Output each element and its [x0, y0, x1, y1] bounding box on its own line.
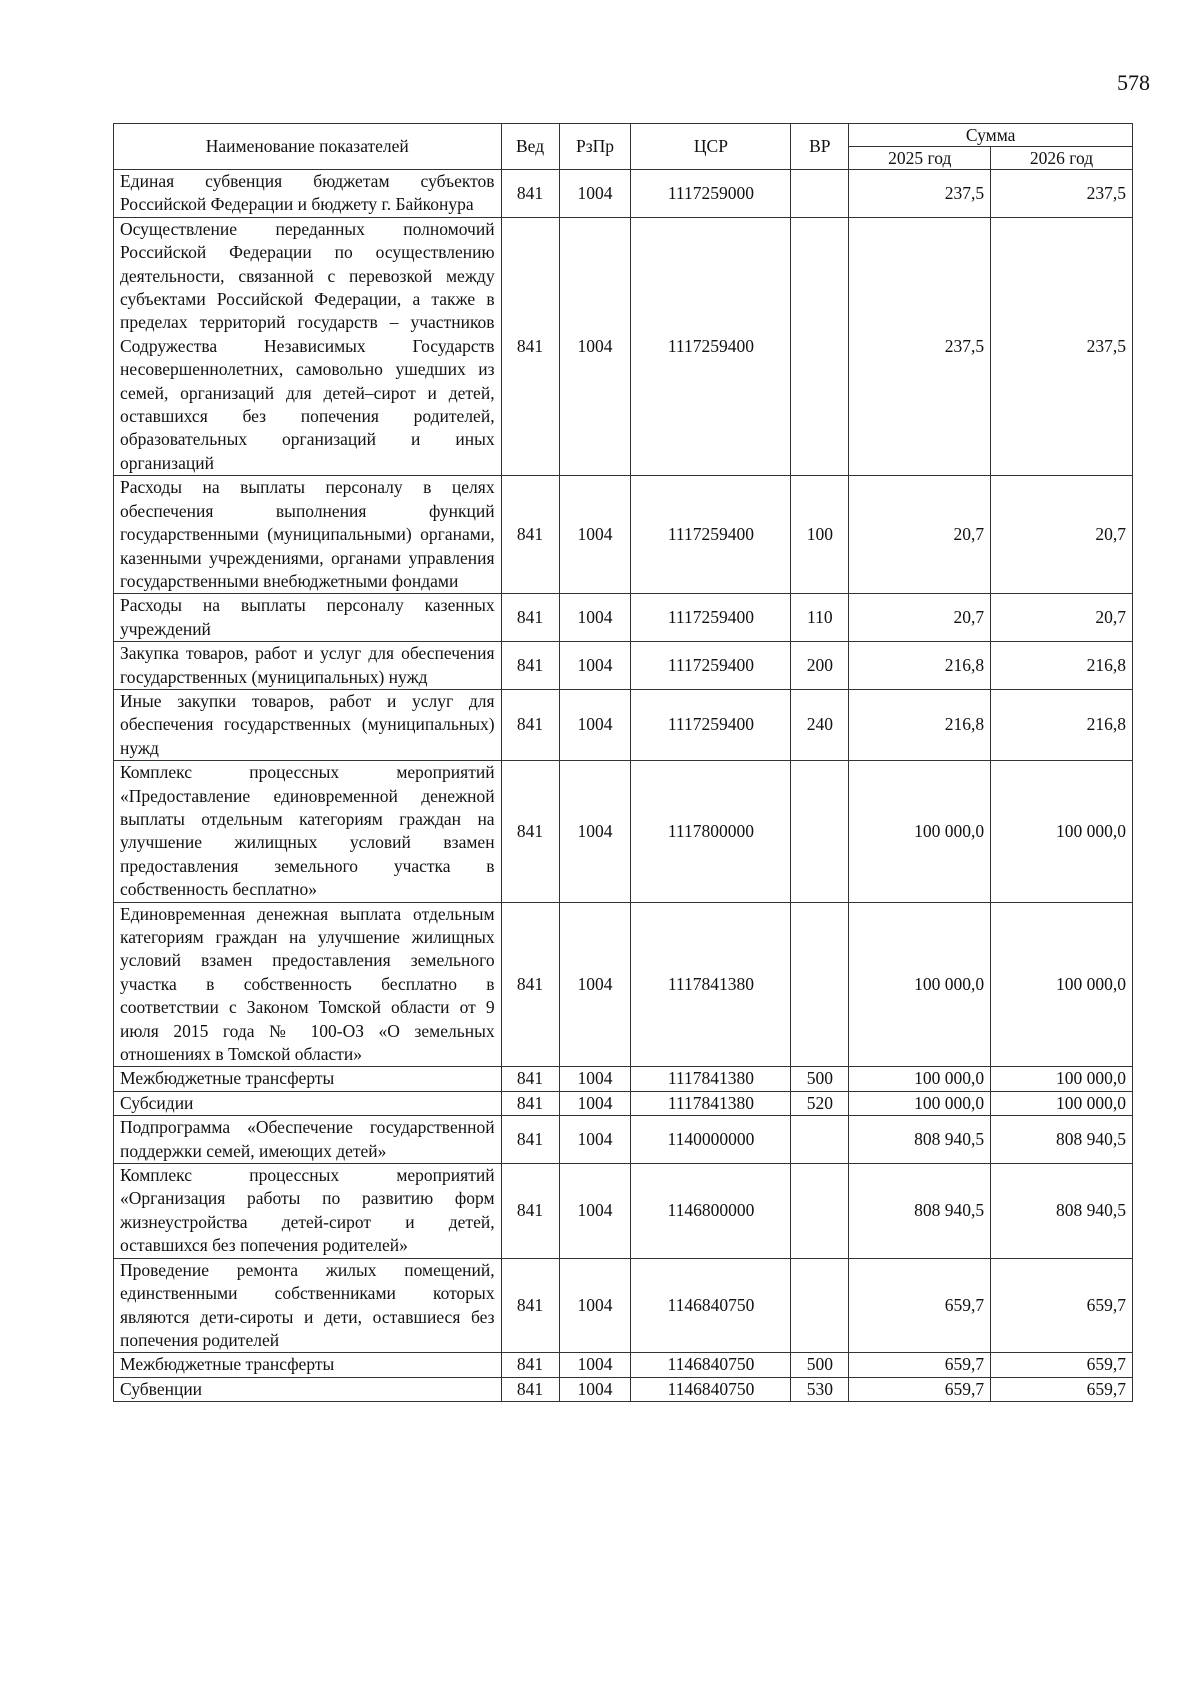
cell-ved: 841 [501, 642, 559, 690]
cell-name: Единая субвенция бюджетам субъектов Российской Федерации и бюджету г. Байконура [114, 170, 502, 218]
cell-ved: 841 [501, 1091, 559, 1115]
cell-rzpr: 1004 [559, 1353, 631, 1377]
cell-vr [791, 902, 849, 1067]
cell-ved: 841 [501, 1353, 559, 1377]
cell-2026: 659,7 [991, 1258, 1133, 1353]
cell-ved: 841 [501, 689, 559, 760]
cell-name: Субсидии [114, 1091, 502, 1115]
cell-csr: 1117800000 [631, 761, 791, 902]
cell-rzpr: 1004 [559, 1258, 631, 1353]
cell-csr: 1117259400 [631, 594, 791, 642]
cell-2025: 100 000,0 [849, 1091, 991, 1115]
table-row [114, 1377, 1133, 1401]
cell-name: Комплекс процессных мероприятий «Предоставление единовременной денежной выплаты отдельным категориям граждан на улучшение жилищных условий взамен предоставления земельного участка в собственность бесплатно» [114, 761, 502, 902]
header-sum: Сумма [849, 124, 1133, 147]
cell-csr: 1140000000 [631, 1116, 791, 1164]
cell-ved: 841 [501, 902, 559, 1067]
cell-rzpr: 1004 [559, 170, 631, 218]
cell-vr [791, 761, 849, 902]
table-row [114, 1353, 1133, 1377]
table-row [114, 1067, 1133, 1091]
cell-2026: 237,5 [991, 170, 1133, 218]
cell-ved: 841 [501, 761, 559, 902]
cell-2026: 216,8 [991, 642, 1133, 690]
cell-ved: 841 [501, 476, 559, 594]
cell-rzpr: 1004 [559, 1116, 631, 1164]
cell-2025: 237,5 [849, 217, 991, 475]
table-row [114, 642, 1133, 690]
cell-name: Закупка товаров, работ и услуг для обеспечения государственных (муниципальных) нужд [114, 642, 502, 690]
header-csr: ЦСР [631, 124, 791, 170]
cell-2025: 659,7 [849, 1258, 991, 1353]
cell-csr: 1117259400 [631, 476, 791, 594]
cell-rzpr: 1004 [559, 1164, 631, 1259]
cell-csr: 1117841380 [631, 1091, 791, 1115]
cell-vr [791, 170, 849, 218]
page-number: 578 [1117, 70, 1150, 95]
cell-csr: 1117259400 [631, 689, 791, 760]
table-row [114, 761, 1133, 902]
cell-vr [791, 217, 849, 475]
table-row [114, 1164, 1133, 1259]
cell-ved: 841 [501, 1067, 559, 1091]
table-row [114, 1091, 1133, 1115]
cell-rzpr: 1004 [559, 642, 631, 690]
cell-2025: 808 940,5 [849, 1116, 991, 1164]
cell-rzpr: 1004 [559, 1067, 631, 1091]
cell-ved: 841 [501, 594, 559, 642]
cell-csr: 1117841380 [631, 902, 791, 1067]
cell-name: Подпрограмма «Обеспечение государственной поддержки семей, имеющих детей» [114, 1116, 502, 1164]
budget-table [113, 123, 1133, 1402]
cell-2026: 808 940,5 [991, 1116, 1133, 1164]
cell-vr: 110 [791, 594, 849, 642]
cell-vr: 240 [791, 689, 849, 760]
cell-name: Расходы на выплаты персоналу казенных учреждений [114, 594, 502, 642]
cell-csr: 1146840750 [631, 1353, 791, 1377]
cell-rzpr: 1004 [559, 761, 631, 902]
header-ved: Вед [501, 124, 559, 170]
cell-ved: 841 [501, 1164, 559, 1259]
cell-2025: 100 000,0 [849, 761, 991, 902]
cell-2025: 216,8 [849, 689, 991, 760]
cell-csr: 1146840750 [631, 1377, 791, 1401]
header-rzpr: РзПр [559, 124, 631, 170]
cell-name: Межбюджетные трансферты [114, 1067, 502, 1091]
cell-2026: 20,7 [991, 476, 1133, 594]
cell-vr [791, 1258, 849, 1353]
cell-csr: 1117841380 [631, 1067, 791, 1091]
cell-2026: 20,7 [991, 594, 1133, 642]
cell-name: Комплекс процессных мероприятий «Организация работы по развитию форм жизнеустройства детей-сирот и детей, оставшихся без попечения родителей» [114, 1164, 502, 1259]
cell-vr: 100 [791, 476, 849, 594]
cell-2026: 100 000,0 [991, 761, 1133, 902]
cell-2026: 659,7 [991, 1353, 1133, 1377]
header-name: Наименование показателей [114, 124, 502, 170]
table-row [114, 476, 1133, 594]
cell-ved: 841 [501, 1116, 559, 1164]
cell-2026: 237,5 [991, 217, 1133, 475]
table-row [114, 217, 1133, 475]
cell-2025: 20,7 [849, 476, 991, 594]
table-row [114, 689, 1133, 760]
cell-rzpr: 1004 [559, 689, 631, 760]
cell-vr: 530 [791, 1377, 849, 1401]
cell-vr [791, 1164, 849, 1259]
cell-vr [791, 1116, 849, 1164]
cell-vr: 520 [791, 1091, 849, 1115]
cell-2025: 216,8 [849, 642, 991, 690]
cell-2025: 237,5 [849, 170, 991, 218]
cell-csr: 1117259000 [631, 170, 791, 218]
cell-ved: 841 [501, 217, 559, 475]
cell-2025: 100 000,0 [849, 1067, 991, 1091]
cell-ved: 841 [501, 1258, 559, 1353]
cell-2025: 100 000,0 [849, 902, 991, 1067]
cell-vr: 500 [791, 1353, 849, 1377]
cell-csr: 1117259400 [631, 642, 791, 690]
cell-rzpr: 1004 [559, 1377, 631, 1401]
cell-csr: 1117259400 [631, 217, 791, 475]
table-row [114, 594, 1133, 642]
cell-rzpr: 1004 [559, 594, 631, 642]
table-row [114, 902, 1133, 1067]
cell-name: Субвенции [114, 1377, 502, 1401]
header-vr: ВР [791, 124, 849, 170]
table-row [114, 170, 1133, 218]
cell-ved: 841 [501, 1377, 559, 1401]
cell-name: Иные закупки товаров, работ и услуг для обеспечения государственных (муниципальных) нужд [114, 689, 502, 760]
cell-2025: 20,7 [849, 594, 991, 642]
cell-csr: 1146800000 [631, 1164, 791, 1259]
header-year-2025: 2025 год [849, 147, 991, 170]
cell-2026: 808 940,5 [991, 1164, 1133, 1259]
cell-2026: 100 000,0 [991, 1091, 1133, 1115]
cell-2026: 100 000,0 [991, 1067, 1133, 1091]
cell-2026: 216,8 [991, 689, 1133, 760]
cell-2025: 659,7 [849, 1377, 991, 1401]
cell-ved: 841 [501, 170, 559, 218]
cell-name: Единовременная денежная выплата отдельным категориям граждан на улучшение жилищных условий взамен предоставления земельного участка в собственность бесплатно в соответствии с Законом Томской области от 9 июля 2015 года № 100-ОЗ «О земельных отношениях в Томской области» [114, 902, 502, 1067]
cell-name: Межбюджетные трансферты [114, 1353, 502, 1377]
cell-2025: 659,7 [849, 1353, 991, 1377]
cell-rzpr: 1004 [559, 476, 631, 594]
cell-name: Проведение ремонта жилых помещений, единственными собственниками которых являются дети-сироты и дети, оставшиеся без попечения родителей [114, 1258, 502, 1353]
cell-vr: 200 [791, 642, 849, 690]
table-row [114, 1258, 1133, 1353]
cell-rzpr: 1004 [559, 1091, 631, 1115]
table-body [114, 170, 1133, 1402]
cell-name: Расходы на выплаты персоналу в целях обеспечения выполнения функций государственными (муниципальными) органами, казенными учреждениями, органами управления государственными внебюджетными фондами [114, 476, 502, 594]
cell-rzpr: 1004 [559, 902, 631, 1067]
cell-rzpr: 1004 [559, 217, 631, 475]
cell-2026: 659,7 [991, 1377, 1133, 1401]
cell-csr: 1146840750 [631, 1258, 791, 1353]
cell-2025: 808 940,5 [849, 1164, 991, 1259]
cell-2026: 100 000,0 [991, 902, 1133, 1067]
table-row [114, 1116, 1133, 1164]
cell-name: Осуществление переданных полномочий Российской Федерации по осуществлению деятельности, связанной с перевозкой между субъектами Российской Федерации, а также в пределах территорий государств – участников Содружества Независимых Государств несовершеннолетних, самовольно ушедших из семей, организаций для детей–сирот и детей, оставшихся без попечения родителей, образовательных организаций и иных организаций [114, 217, 502, 475]
header-year-2026: 2026 год [991, 147, 1133, 170]
cell-vr: 500 [791, 1067, 849, 1091]
